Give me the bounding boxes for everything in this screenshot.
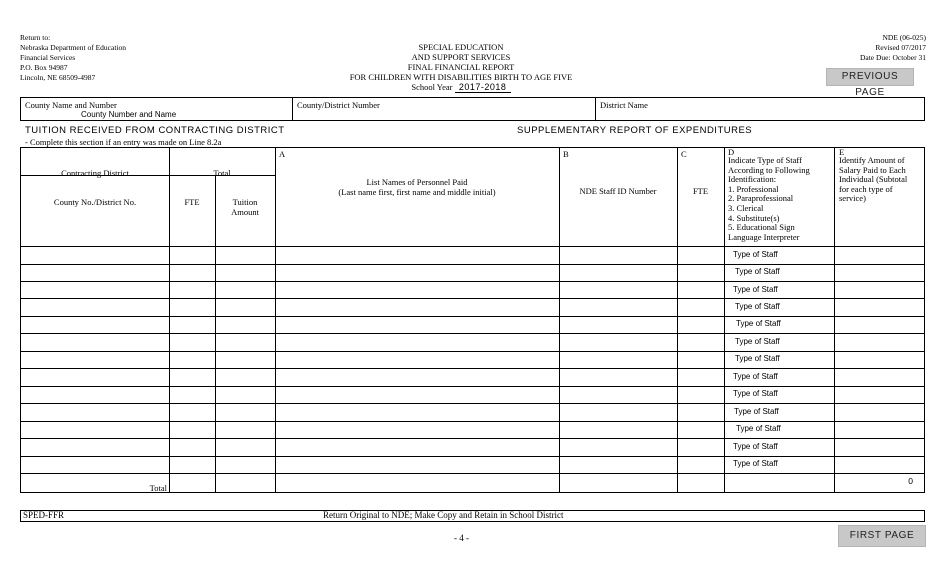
- expenditures-table: [20, 147, 925, 493]
- col-d-line: 4. Substitute(s): [728, 212, 780, 223]
- col-d-line: 5. Educational Sign: [728, 222, 795, 233]
- type-of-staff-select[interactable]: Type of Staff: [736, 424, 781, 433]
- col-e-line: Identify Amount of: [839, 155, 905, 165]
- col-d-line: 1. Professional: [728, 183, 779, 194]
- col-c-letter: C: [681, 149, 687, 159]
- col-a-letter: A: [279, 149, 286, 159]
- revised-date: Revised 07/2017: [875, 43, 926, 52]
- return-line: P.O. Box 94987: [20, 63, 68, 72]
- school-year-row: [330, 82, 592, 93]
- first-page-button[interactable]: FIRST PAGE: [838, 525, 926, 547]
- col-e-line: service): [839, 193, 866, 204]
- type-of-staff-select[interactable]: Type of Staff: [733, 372, 778, 381]
- form-meta-block: [860, 33, 926, 63]
- tuition-amount-line: Amount: [231, 207, 259, 217]
- tuition-amount-line: Tuition: [232, 197, 258, 207]
- return-line: Financial Services: [20, 53, 76, 62]
- footer-bar: [20, 510, 925, 522]
- col-b-header: NDE Staff ID Number: [579, 186, 657, 196]
- col-d-line: Language Interpreter: [728, 231, 800, 242]
- type-of-staff-select[interactable]: Type of Staff: [733, 442, 778, 451]
- col-e-line: for each type of: [839, 183, 893, 194]
- county-district-label: County/District Number: [297, 100, 380, 110]
- report-title-block: [330, 42, 592, 93]
- return-line: Return to:: [20, 33, 51, 42]
- col-d-line: Indicate Type of Staff: [728, 155, 802, 165]
- col-d-line: 2. Paraprofessional: [728, 193, 794, 204]
- county-district-no-header: County No./District No.: [53, 197, 137, 207]
- salary-total-value: 0: [908, 476, 913, 486]
- return-address-block: [20, 33, 126, 83]
- school-year-label: School Year: [411, 82, 453, 92]
- type-of-staff-select[interactable]: Type of Staff: [736, 319, 781, 328]
- type-of-staff-select[interactable]: Type of Staff: [733, 389, 778, 398]
- col-a-subtitle: (Last name first, first name and middle initial): [338, 187, 496, 197]
- school-year-field[interactable]: 2017-2018: [455, 82, 511, 93]
- type-of-staff-select[interactable]: Type of Staff: [733, 459, 778, 468]
- col-e-line: Salary Paid to Each: [839, 164, 906, 175]
- title-line: SPECIAL EDUCATION: [418, 42, 504, 52]
- type-of-staff-select[interactable]: Type of Staff: [735, 302, 780, 311]
- total-row-label: Total: [149, 483, 167, 493]
- page-number: - 4 -: [454, 533, 469, 543]
- col-a-header: [275, 177, 559, 197]
- col-e-letter: E: [839, 147, 845, 157]
- type-of-staff-select[interactable]: Type of Staff: [735, 354, 780, 363]
- due-date: Date Due: October 31: [859, 53, 926, 62]
- title-line: FOR CHILDREN WITH DISABILITIES BIRTH TO AGE FIVE: [349, 72, 573, 82]
- supplementary-section-heading: SUPPLEMENTARY REPORT OF EXPENDITURES: [517, 125, 753, 136]
- col-e-header: [839, 156, 923, 204]
- col-d-header: [728, 156, 832, 242]
- col-c-header: FTE: [692, 186, 709, 196]
- col-d-letter: D: [728, 147, 735, 157]
- col-a-title: List Names of Personnel Paid: [366, 177, 468, 187]
- col-b-letter: B: [563, 149, 569, 159]
- form-code: SPED-FFR: [23, 510, 65, 520]
- type-of-staff-select[interactable]: Type of Staff: [733, 250, 778, 259]
- tuition-amount-header: [215, 197, 275, 217]
- col-d-line: Identification:: [728, 174, 777, 185]
- col-d-line: According to Following: [728, 164, 810, 175]
- county-info-box: [20, 97, 925, 121]
- previous-page-button[interactable]: PREVIOUS PAGE: [826, 68, 914, 86]
- tuition-section-heading: TUITION RECEIVED FROM CONTRACTING DISTRICT: [25, 125, 285, 136]
- type-of-staff-select[interactable]: Type of Staff: [733, 285, 778, 294]
- tuition-section-note: - Complete this section if an entry was made on Line 8.2a: [25, 137, 222, 147]
- fte-header: FTE: [184, 197, 200, 207]
- type-of-staff-select[interactable]: Type of Staff: [735, 267, 780, 276]
- form-id: NDE (06-025): [882, 33, 926, 42]
- col-e-line: Individual (Subtotal: [839, 174, 908, 185]
- district-name-label: District Name: [600, 100, 648, 110]
- total-header: Total: [213, 168, 231, 178]
- title-line: FINAL FINANCIAL REPORT: [407, 62, 515, 72]
- type-of-staff-select[interactable]: Type of Staff: [734, 407, 779, 416]
- col-d-line: 3. Clerical: [728, 202, 764, 213]
- contracting-district-header: Contracting District: [61, 168, 129, 178]
- return-line: Lincoln, NE 68509-4987: [20, 73, 96, 82]
- return-instructions: Return Original to NDE; Make Copy and Retain in School District: [323, 510, 564, 520]
- county-name-label: County Name and Number: [25, 100, 117, 110]
- return-line: Nebraska Department of Education: [20, 43, 126, 52]
- type-of-staff-select[interactable]: Type of Staff: [735, 337, 780, 346]
- county-name-field[interactable]: County Number and Name: [81, 110, 177, 119]
- title-line: AND SUPPORT SERVICES: [411, 52, 511, 62]
